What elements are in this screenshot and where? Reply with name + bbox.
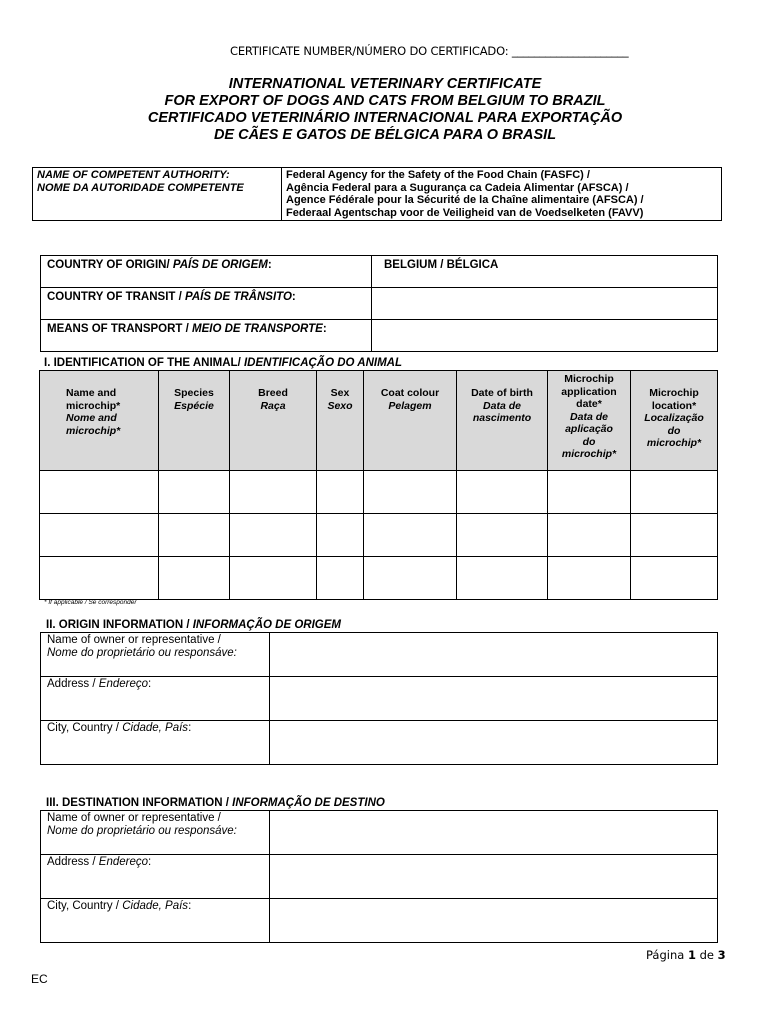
animal-table bbox=[39, 370, 718, 600]
dest-address-value[interactable] bbox=[270, 855, 718, 899]
animal-row bbox=[40, 514, 718, 557]
cell[interactable] bbox=[159, 514, 230, 557]
cell[interactable] bbox=[40, 557, 159, 600]
col-name: Name and microchip* Nome and microchip* bbox=[40, 371, 159, 471]
title-line-3: CERTIFICADO VETERINÁRIO INTERNACIONAL PARA EXPORTAÇÃO bbox=[147, 110, 623, 126]
section3-title: III. DESTINATION INFORMATION / INFORMAÇÃO DE DESTINO bbox=[46, 797, 385, 809]
cell[interactable] bbox=[317, 471, 364, 514]
authority-table bbox=[32, 167, 722, 221]
cell[interactable] bbox=[40, 471, 159, 514]
col-sex: Sex Sexo bbox=[317, 371, 364, 471]
cell[interactable] bbox=[364, 557, 457, 600]
title-line-1: INTERNATIONAL VETERINARY CERTIFICATE bbox=[228, 76, 542, 92]
origin-owner-value[interactable] bbox=[270, 633, 718, 677]
col-microchip-date: Microchip application date* Data de aplicação do microchip* bbox=[548, 371, 631, 471]
cell[interactable] bbox=[631, 557, 718, 600]
authority-value-4: Federaal Agentschap voor de Veiligheid van de Voedselketen (FAVV) bbox=[286, 206, 644, 219]
cell[interactable] bbox=[457, 557, 548, 600]
footer-code: EC bbox=[31, 972, 48, 986]
transport-value[interactable] bbox=[372, 320, 718, 352]
origin-label: COUNTRY OF ORIGIN/ PAÍS DE ORIGEM: bbox=[41, 256, 372, 288]
cell[interactable] bbox=[631, 514, 718, 557]
cell[interactable] bbox=[457, 514, 548, 557]
cell[interactable] bbox=[230, 471, 317, 514]
cell[interactable] bbox=[364, 514, 457, 557]
origin-address-value[interactable] bbox=[270, 677, 718, 721]
origin-table bbox=[40, 632, 718, 765]
col-microchip-location: Microchip location* Localização do microchip* bbox=[631, 371, 718, 471]
cell[interactable] bbox=[230, 514, 317, 557]
authority-label-pt: NOME DA AUTORIDADE COMPETENTE bbox=[37, 181, 244, 194]
transit-value[interactable] bbox=[372, 288, 718, 320]
cell[interactable] bbox=[548, 471, 631, 514]
cell[interactable] bbox=[317, 557, 364, 600]
section1-title: I. IDENTIFICATION OF THE ANIMAL/ IDENTIFICAÇÃO DO ANIMAL bbox=[44, 357, 402, 369]
origin-owner-label: Name of owner or representative / Nome do proprietário ou responsáve: bbox=[41, 633, 270, 677]
col-coat: Coat colour Pelagem bbox=[364, 371, 457, 471]
origin-address-label: Address / Endereço: bbox=[41, 677, 270, 721]
col-species: Species Espécie bbox=[159, 371, 230, 471]
authority-value-1: Federal Agency for the Safety of the Food Chain (FASFC) / bbox=[286, 169, 590, 181]
authority-label bbox=[33, 168, 282, 221]
cell[interactable] bbox=[230, 557, 317, 600]
dest-address-label: Address / Endereço: bbox=[41, 855, 270, 899]
cell[interactable] bbox=[159, 471, 230, 514]
destination-table bbox=[40, 810, 718, 943]
transport-label: MEANS OF TRANSPORT / MEIO DE TRANSPORTE: bbox=[41, 320, 372, 352]
authority-label-en: NAME OF COMPETENT AUTHORITY: bbox=[37, 169, 230, 181]
col-dob: Date of birth Data de nascimento bbox=[457, 371, 548, 471]
animal-row bbox=[40, 557, 718, 600]
cell[interactable] bbox=[40, 514, 159, 557]
dest-owner-value[interactable] bbox=[270, 811, 718, 855]
document-title bbox=[0, 76, 770, 144]
footnote: * If applicable / Se corresponder bbox=[44, 599, 137, 606]
cell[interactable] bbox=[317, 514, 364, 557]
cell[interactable] bbox=[364, 471, 457, 514]
country-table bbox=[40, 255, 718, 352]
cell[interactable] bbox=[548, 557, 631, 600]
dest-city-label: City, Country / Cidade, País: bbox=[41, 899, 270, 943]
page-number: Página 1 de 3 bbox=[646, 948, 726, 962]
col-breed: Breed Raça bbox=[230, 371, 317, 471]
authority-value bbox=[282, 168, 722, 221]
origin-city-label: City, Country / Cidade, País: bbox=[41, 721, 270, 765]
animal-row bbox=[40, 471, 718, 514]
section2-title: II. ORIGIN INFORMATION / INFORMAÇÃO DE ORIGEM bbox=[46, 619, 341, 631]
cell[interactable] bbox=[548, 514, 631, 557]
dest-owner-label: Name of owner or representative / Nome do proprietário ou responsáve: bbox=[41, 811, 270, 855]
cell[interactable] bbox=[631, 471, 718, 514]
cell[interactable] bbox=[457, 471, 548, 514]
dest-city-value[interactable] bbox=[270, 899, 718, 943]
certificate-number: CERTIFICATE NUMBER/NÚMERO DO CERTIFICADO: _____________________ bbox=[230, 44, 629, 58]
origin-city-value[interactable] bbox=[270, 721, 718, 765]
title-line-4: DE CÃES E GATOS DE BÉLGICA PARA O BRASIL bbox=[213, 127, 557, 143]
cell[interactable] bbox=[159, 557, 230, 600]
authority-value-3: Agence Fédérale pour la Sécurité de la Chaîne alimentaire (AFSCA) / bbox=[286, 194, 644, 207]
origin-value[interactable]: BELGIUM / BÉLGICA bbox=[372, 256, 718, 288]
title-line-2: FOR EXPORT OF DOGS AND CATS FROM BELGIUM TO BRAZIL bbox=[164, 93, 606, 109]
authority-value-2: Agência Federal para a Sugurança ca Cadeia Alimentar (AFSCA) / bbox=[286, 181, 629, 194]
transit-label: COUNTRY OF TRANSIT / PAÍS DE TRÂNSITO: bbox=[41, 288, 372, 320]
